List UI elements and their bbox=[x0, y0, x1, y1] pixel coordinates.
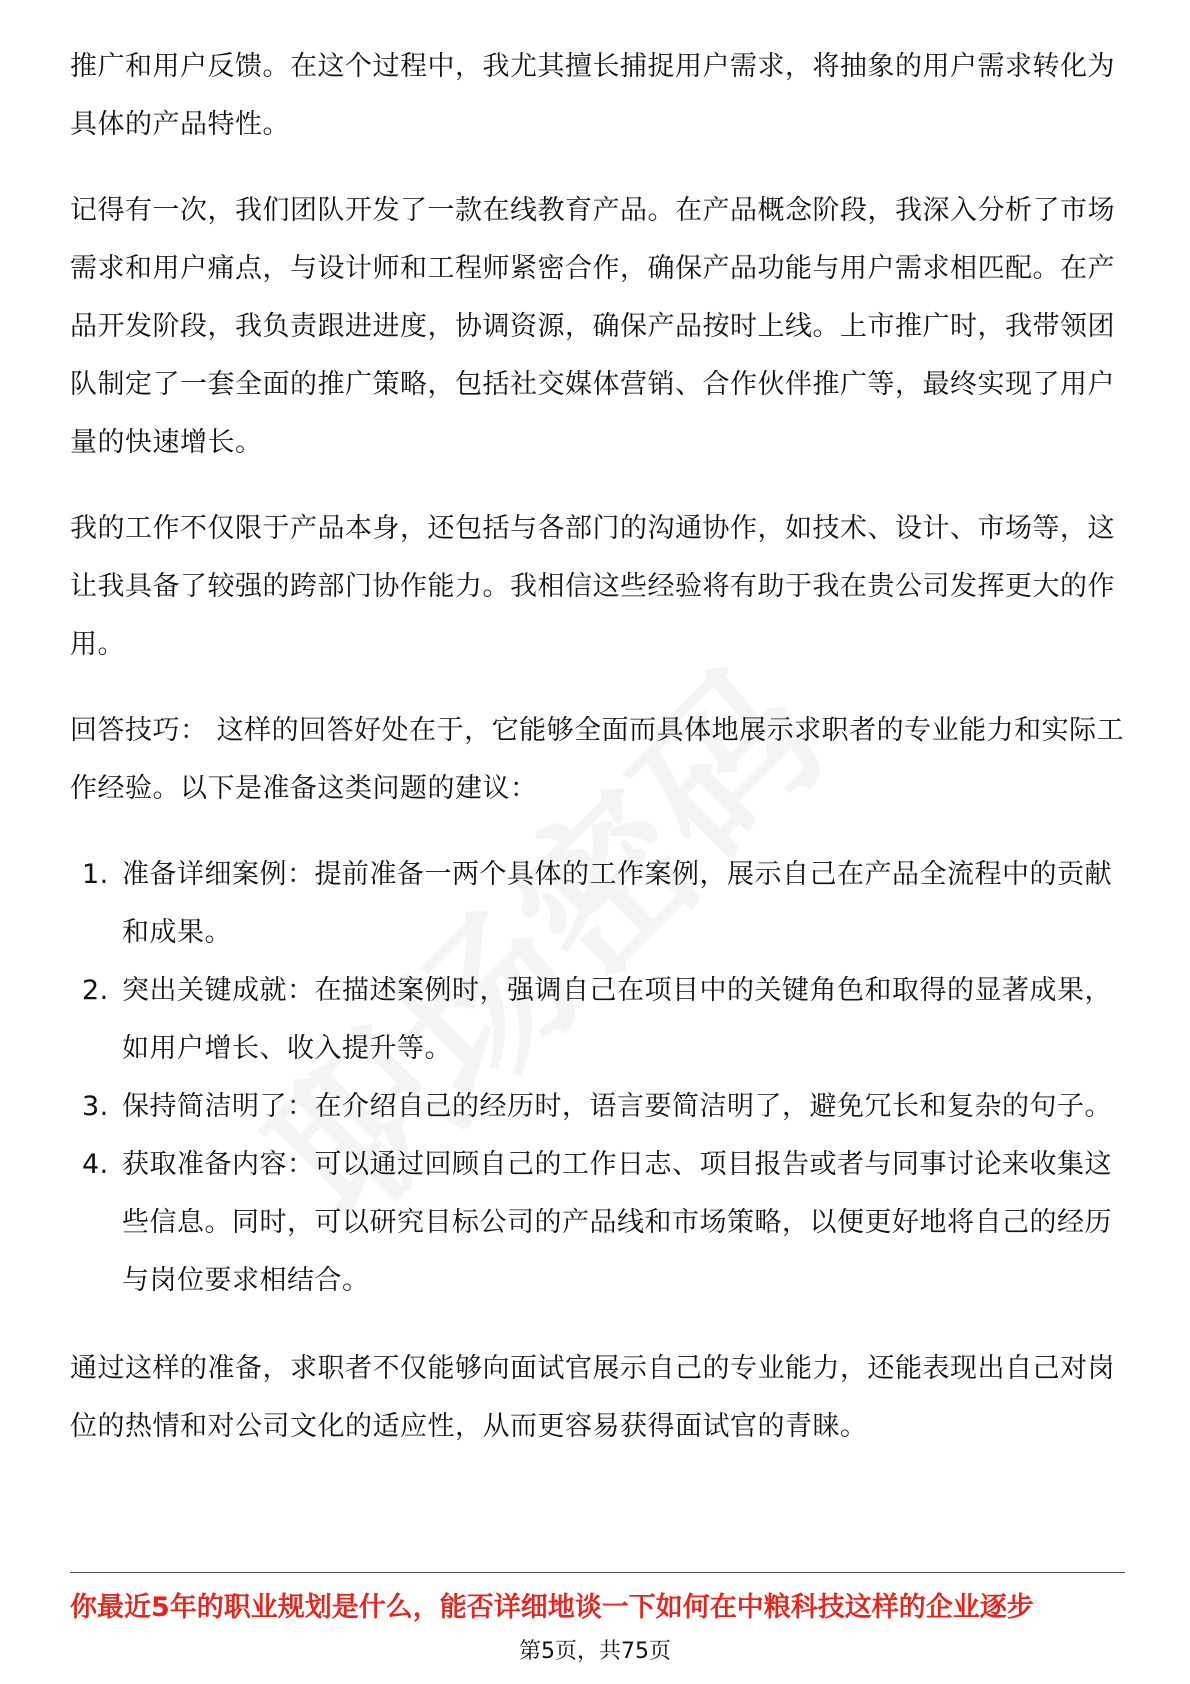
list-item bbox=[70, 962, 1130, 1078]
next-question-heading: 你最近5年的职业规划是什么，能否详细地谈一下如何在中粮科技这样的企业逐步 bbox=[70, 1592, 1034, 1623]
list-item-text: 准备详细案例：提前准备一两个具体的工作案例，展示自己在产品全流程中的贡献和成果。 bbox=[122, 859, 1112, 948]
page-number: 第5页，共75页 bbox=[519, 1639, 671, 1664]
list-item-number: 2. bbox=[82, 975, 109, 1006]
tips-list bbox=[70, 846, 1130, 1310]
list-item-text: 获取准备内容：可以通过回顾自己的工作日志、项目报告或者与同事讨论来收集这些信息。同时，可以研究目标公司的产品线和市场策略，以便更好地将自己的经历与岗位要求相结合。 bbox=[122, 1149, 1112, 1296]
page-content bbox=[70, 38, 1130, 1484]
paragraph-example: 记得有一次，我们团队开发了一款在线教育产品。在产品概念阶段，我深入分析了市场需求和用户痛点，与设计师和工程师紧密合作，确保产品功能与用户需求相匹配。在产品开发阶段，我负责跟进进度，协调资源，确保产品按时上线。上市推广时，我带领团队制定了一套全面的推广策略，包括社交媒体营销、合作伙伴推广等，最终实现了用户量的快速增长。 bbox=[70, 195, 1115, 458]
paragraph-collaboration: 我的工作不仅限于产品本身，还包括与各部门的沟通协作，如技术、设计、市场等，这让我具备了较强的跨部门协作能力。我相信这些经验将有助于我在贵公司发挥更大的作用。 bbox=[70, 513, 1115, 660]
list-item-number: 3. bbox=[82, 1091, 109, 1122]
list-item-number: 1. bbox=[82, 859, 109, 890]
list-item bbox=[70, 1078, 1130, 1136]
list-item bbox=[70, 846, 1130, 962]
paragraph-answer-tips: 回答技巧： 这样的回答好处在于，它能够全面而具体地展示求职者的专业能力和实际工作经验。以下是准备这类问题的建议： bbox=[70, 715, 1125, 804]
list-item-text: 突出关键成就：在描述案例时，强调自己在项目中的关键角色和取得的显著成果，如用户增长、收入提升等。 bbox=[122, 975, 1112, 1064]
list-item bbox=[70, 1136, 1130, 1310]
paragraph-closing: 通过这样的准备，求职者不仅能够向面试官展示自己的专业能力，还能表现出自己对岗位的热情和对公司文化的适应性，从而更容易获得面试官的青睐。 bbox=[70, 1353, 1115, 1442]
list-item-text: 保持简洁明了：在介绍自己的经历时，语言要简洁明了，避免冗长和复杂的句子。 bbox=[122, 1091, 1112, 1122]
divider bbox=[70, 1572, 1125, 1573]
list-item-number: 4. bbox=[82, 1149, 109, 1180]
paragraph-intro: 推广和用户反馈。在这个过程中，我尤其擅长捕捉用户需求，将抽象的用户需求转化为具体的产品特性。 bbox=[70, 51, 1115, 140]
